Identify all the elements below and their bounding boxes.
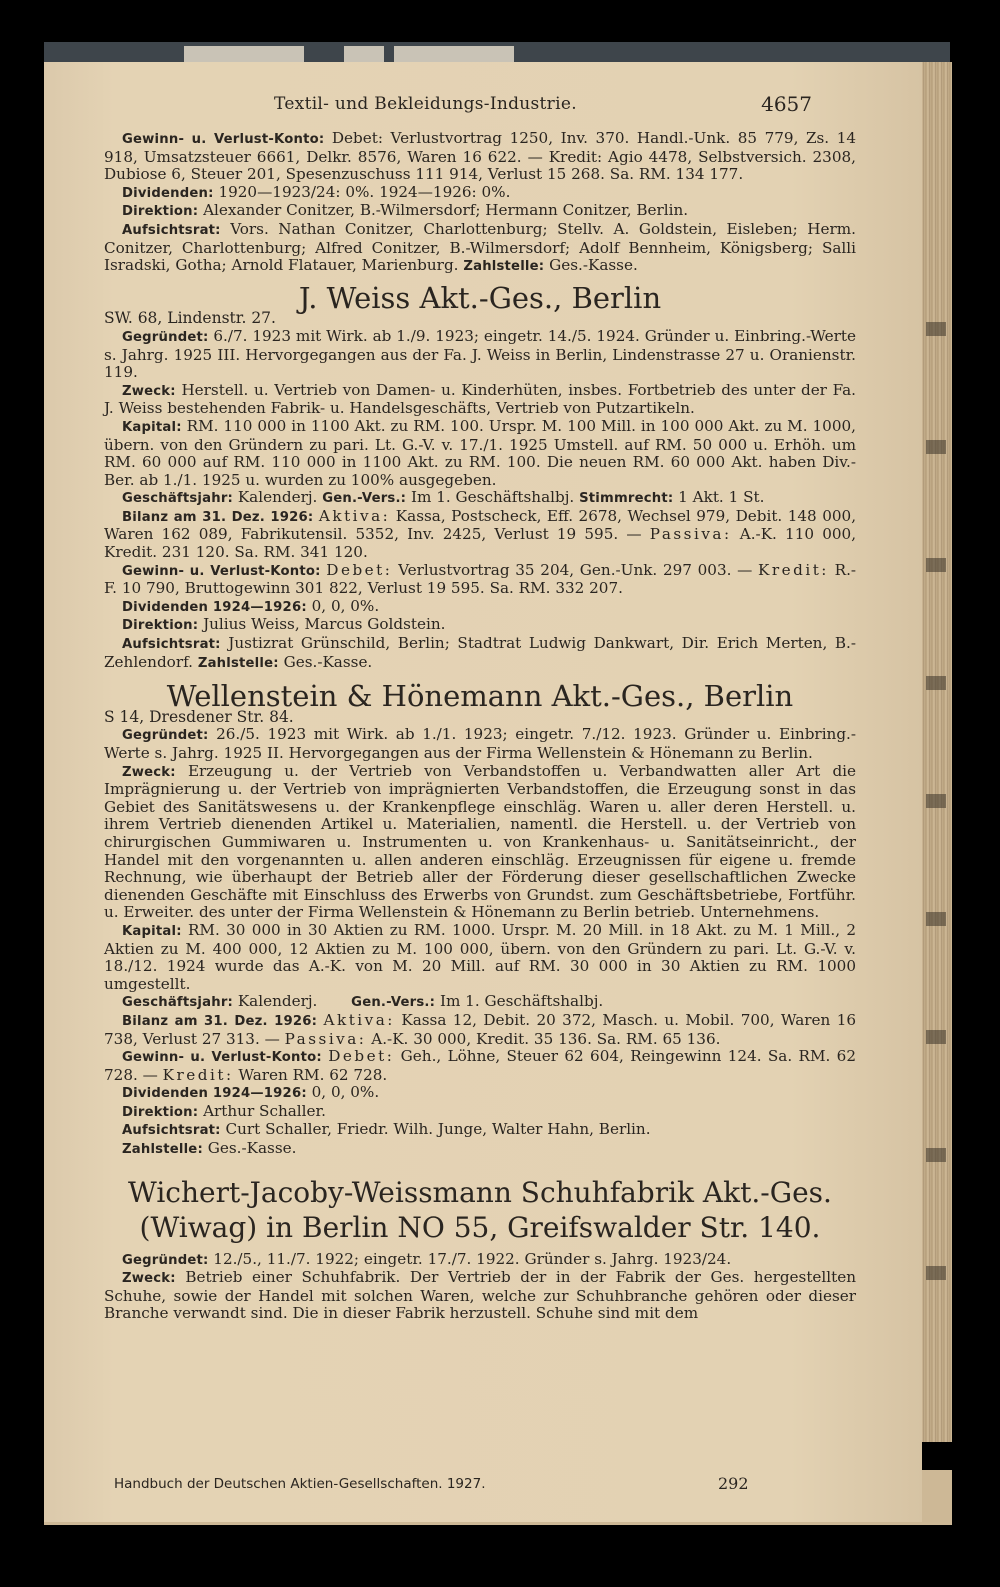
- weiss-gewinn: Gewinn- u. Verlust-Konto: Debet: Verlustvortrag 35 204, Gen.-Unk. 297 003. — Kredit: R.-F. 10 790, Bruttogewinn 301 822, Verlust 19 595. Sa. RM. 332 207.: [104, 560, 857, 598]
- page-content: [104, 130, 856, 1323]
- page-footer: [114, 1476, 834, 1492]
- prev-aufsichtsrat: Aufsichtsrat: Vors. Nathan Conitzer, Charlottenburg; Stellv. A. Goldstein, Eisleben; Herm. Conitzer, Charlottenburg; Alfred Conitzer, B.-Wilmersdorf; Adolf Bennheim, Königsberg; Salli Isradski, Gotha; Arnold Flatauer, Marienburg. Zahlstelle: Ges.-Kasse.: [104, 219, 856, 275]
- weiss-direktion: Direktion: Julius Weiss, Marcus Goldstein.: [122, 615, 446, 634]
- wellenstein-title: Wellenstein & Hönemann Akt.-Ges., Berlin: [166, 679, 794, 714]
- weiss-aufsichtsrat: Aufsichtsrat: Justizrat Grünschild, Berlin; Stadtrat Ludwig Dankwart, Dir. Erich Merten, B.-Zehlendorf. Zahlstelle: Ges.-Kasse.: [104, 634, 857, 671]
- wellenstein-gegruendet: Gegründet: 26./5. 1923 mit Wirk. ab 1./1. 1923; eingetr. 7./12. 1923. Gründer u. Einbring.-Werte s. Jahrg. 1925 II. Hervorgegangen aus der Firma Wellenstein & Hönemann zu Berlin.: [104, 725, 857, 762]
- wellenstein-geschaeftsjahr: Geschäftsjahr: Kalenderj. Gen.-Vers.: Im 1. Geschäftshalbj.: [122, 992, 604, 1011]
- running-title: Textil- und Bekleidungs-Industrie.: [274, 94, 577, 114]
- page-number: 4657: [761, 92, 812, 116]
- sheet-number: 292: [718, 1474, 749, 1493]
- wichert-zweck: Zweck: Betrieb einer Schuhfabrik. Der Vertrieb der in der Fabrik der Ges. hergestellten Schuhe, sowie der Handel mit solchen Waren, welche zur Schuhbranche gehören oder dieser Branche verwandt sind. Die in dieser Fabrik herzustell. Schuhe sind mit dem: [104, 1268, 857, 1323]
- prev-dividenden: Dividenden: 1920—1923/24: 0%. 1924—1926: 0%.: [122, 182, 511, 201]
- wellenstein-address: S 14, Dresdener Str. 84.: [104, 707, 294, 726]
- wellenstein-zweck: Zweck: Erzeugung u. der Vertrieb von Verbandstoffen u. Verbandwatten aller Art die Imprägnierung u. der Vertrieb von imprägnierten Verbandstoffen, die Erzeugung sonst in das Gebiet des Sanitätswesens u. der Krankenpflege einschläg. Waren u. aller deren Herstell. u. ihrem Vertrieb dienenden Artikel u. Materialien, namentl. die Herstell. u. der Vertrieb von chirurgischen Gummiwaren u. Instrumenten u. von Krankenhaus- u. Sanitätseinricht., der Handel mit den vorgenannten u. allen anderen einschläg. Erzeugnissen für eigene u. fremde Rechnung, wie überhaupt der Betrieb aller der Förderung dieser gesellschaftlichen Zwecke dienenden Geschäfte mit Einschluss des Erwerbs von Grundst. zum Geschäftsbetriebe, Fortführ. u. Erweiter. des unter der Firma Wellenstein & Hönemann zu Berlin betrieb. Unternehmens.: [104, 761, 857, 922]
- wellenstein-direktion: Direktion: Arthur Schaller.: [122, 1101, 326, 1120]
- wichert-gegruendet: Gegründet: 12./5., 11./7. 1922; eingetr. 17./7. 1922. Gründer s. Jahrg. 1923/24.: [122, 1249, 732, 1268]
- book-page: [44, 62, 922, 1522]
- weiss-kapital: Kapital: RM. 110 000 in 1100 Akt. zu RM. 100. Urspr. M. 100 Mill. in 100 000 Akt. zu M. 1000, übern. von den Gründern zu pari. Lt. G.-V. v. 17./1. 1925 Umstell. auf RM. 50 000 u. Erhöh. um RM. 60 000 auf RM. 110 000 in 1100 Akt. zu RM. 100. Die neuen RM. 60 000 Akt. haben Div.-Ber. ab 1./1. 1925 u. wurden zu 100% ausgegeben.: [104, 416, 856, 489]
- page-header: [44, 94, 922, 124]
- wellenstein-kapital: Kapital: RM. 30 000 in 30 Aktien zu RM. 1000. Urspr. M. 20 Mill. in 18 Akt. zu M. 1 Mill., 2 Aktien zu M. 400 000, 12 Aktien zu M. 100 000, übern. von den Gründern zu pari. Lt. G.-V. v. 18./12. 1924 wurde das A.-K. von M. 20 Mill. auf RM. 30 000 in 30 Aktien zu RM. 1000 umgestellt.: [104, 920, 857, 993]
- prev-direktion: Direktion: Alexander Conitzer, B.-Wilmersdorf; Hermann Conitzer, Berlin.: [122, 201, 689, 220]
- wellenstein-gewinn: Gewinn- u. Verlust-Konto: Debet: Geh., Löhne, Steuer 62 604, Reingewinn 124. Sa. RM. 62 728. — Kredit: Waren RM. 62 728.: [104, 1047, 857, 1084]
- weiss-zweck: Zweck: Herstell. u. Vertrieb von Damen- u. Kinderhüten, insbes. Fortbetrieb des unter der Fa. J. Weiss bestehenden Fabrik- u. Handelsgeschäfts, Vertrieb von Putzartikeln.: [104, 380, 856, 418]
- weiss-bilanz: Bilanz am 31. Dez. 1926: Aktiva: Kassa, Postscheck, Eff. 2678, Wechsel 979, Debit. 148 000, Waren 162 089, Fabrikutensil. 5352, Inv. 2425, Verlust 19 595. — Passiva: A.-K. 110 000, Kredit. 231 120. Sa. RM. 341 120.: [104, 506, 857, 562]
- book-page-edges: [918, 62, 952, 1442]
- wellenstein-aufsichtsrat: Aufsichtsrat: Curt Schaller, Friedr. Wilh. Junge, Walter Hahn, Berlin.: [122, 1120, 651, 1139]
- wellenstein-dividenden: Dividenden 1924—1926: 0, 0, 0%.: [122, 1083, 380, 1102]
- wellenstein-bilanz: Bilanz am 31. Dez. 1926: Aktiva: Kassa 12, Debit. 20 372, Masch. u. Mobil. 700, Waren 16 738, Verlust 27 313. — Passiva: A.-K. 30 000, Kredit. 35 136. Sa. RM. 65 136.: [104, 1010, 857, 1048]
- prev-gewinn: Gewinn- u. Verlust-Konto: Debet: Verlustvortrag 1250, Inv. 370. Handl.-Unk. 85 779, Zs. 14 918, Umsatzsteuer 6661, Delkr. 8576, Waren 16 622. — Kredit: Agio 4478, Selbstversich. 2308, Dubiose 6, Steuer 201, Spesenzuschuss 111 914, Verlust 15 268. Sa. RM. 134 177.: [104, 129, 857, 184]
- weiss-gegruendet: Gegründet: 6./7. 1923 mit Wirk. ab 1./9. 1923; eingetr. 14./5. 1924. Gründer u. Einbring.-Werte s. Jahrg. 1925 III. Hervorgegangen aus der Fa. J. Weiss in Berlin, Lindenstrasse 27 u. Oranienstr. 119.: [104, 326, 856, 382]
- weiss-title: J. Weiss Akt.-Ges., Berlin: [298, 280, 662, 315]
- weiss-geschaeftsjahr: Geschäftsjahr: Kalenderj. Gen.-Vers.: Im 1. Geschäftshalbj. Stimmrecht: 1 Akt. 1 St.: [122, 488, 765, 507]
- weiss-address: SW. 68, Lindenstr. 27.: [104, 309, 276, 328]
- wichert-title-line2: (Wiwag) in Berlin NO 55, Greifswalder Str. 140.: [139, 1210, 821, 1244]
- wichert-title: [104, 1175, 856, 1245]
- footer-reference: Handbuch der Deutschen Aktien-Gesellschaften. 1927.: [114, 1476, 486, 1492]
- wellenstein-zahlstelle: Zahlstelle: Ges.-Kasse.: [122, 1139, 297, 1158]
- wichert-title-line1: Wichert-Jacoby-Weissmann Schuhfabrik Akt.-Ges.: [128, 1175, 832, 1209]
- weiss-dividenden: Dividenden 1924—1926: 0, 0, 0%.: [122, 596, 380, 615]
